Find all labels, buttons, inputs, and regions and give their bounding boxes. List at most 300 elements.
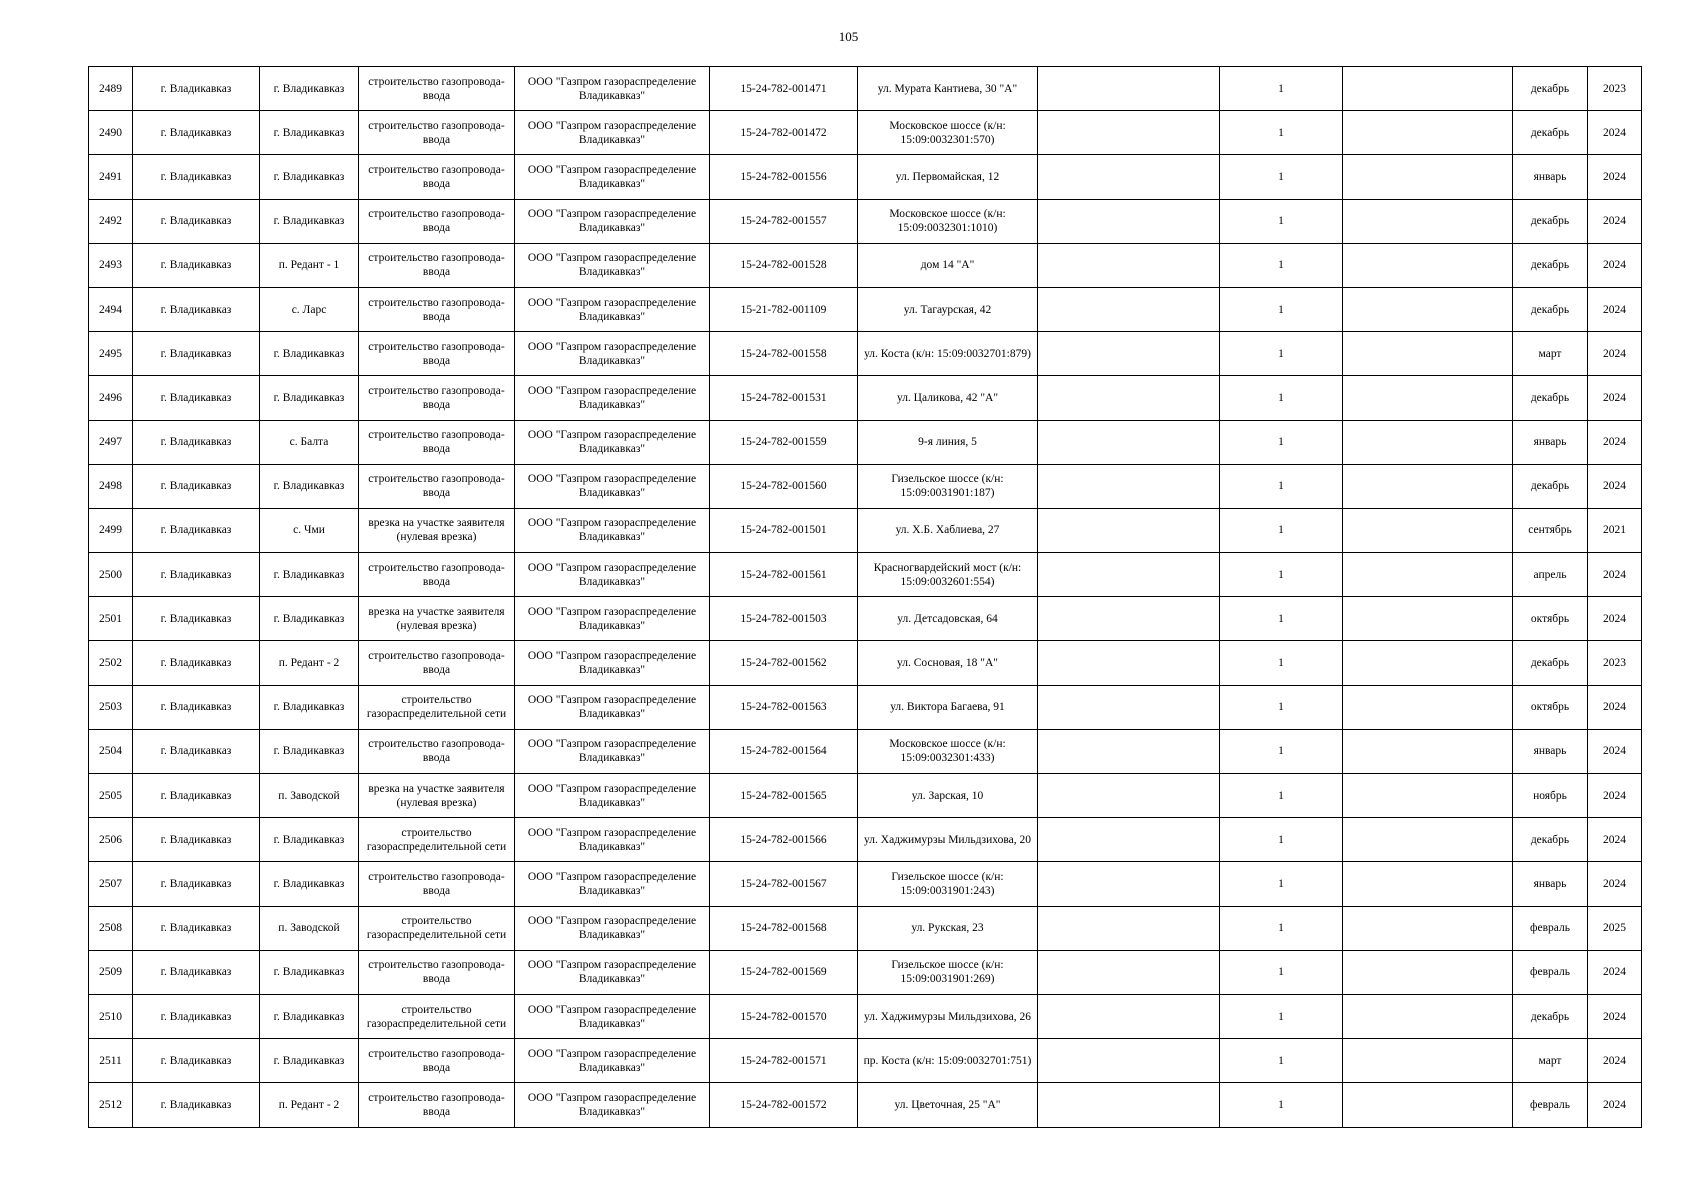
cell-organization: ООО "Газпром газораспределение Владикавказ" — [515, 111, 710, 155]
cell-blank-column — [1038, 950, 1220, 994]
cell-settlement: п. Заводской — [260, 774, 359, 818]
cell-organization: ООО "Газпром газораспределение Владикавказ" — [515, 906, 710, 950]
cell-application-id: 15-24-782-001564 — [710, 729, 858, 773]
cell-organization: ООО "Газпром газораспределение Владикавказ" — [515, 199, 710, 243]
cell-year: 2024 — [1588, 376, 1642, 420]
cell-settlement: с. Ларс — [260, 287, 359, 331]
cell-settlement: г. Владикавказ — [260, 553, 359, 597]
cell-year: 2024 — [1588, 729, 1642, 773]
cell-work-type: строительство газопровода-ввода — [359, 420, 515, 464]
cell-work-type: строительство газопровода-ввода — [359, 199, 515, 243]
table-row — [89, 818, 1642, 862]
cell-row-number: 2499 — [89, 508, 133, 552]
cell-month: сентябрь — [1513, 508, 1588, 552]
cell-organization: ООО "Газпром газораспределение Владикавказ" — [515, 420, 710, 464]
cell-year: 2024 — [1588, 332, 1642, 376]
cell-row-number: 2491 — [89, 155, 133, 199]
cell-address: ул. Детсадовская, 64 — [858, 597, 1038, 641]
gas-connection-register-table — [88, 66, 1642, 1128]
cell-row-number: 2507 — [89, 862, 133, 906]
cell-count: 1 — [1220, 1039, 1343, 1083]
cell-application-id: 15-21-782-001109 — [710, 287, 858, 331]
cell-organization: ООО "Газпром газораспределение Владикавказ" — [515, 1039, 710, 1083]
cell-count: 1 — [1220, 376, 1343, 420]
cell-blank-column — [1343, 818, 1513, 862]
cell-settlement: г. Владикавказ — [260, 464, 359, 508]
cell-month: декабрь — [1513, 287, 1588, 331]
cell-blank-column — [1343, 332, 1513, 376]
cell-month: декабрь — [1513, 464, 1588, 508]
cell-year: 2021 — [1588, 508, 1642, 552]
cell-row-number: 2505 — [89, 774, 133, 818]
cell-month: март — [1513, 1039, 1588, 1083]
cell-row-number: 2500 — [89, 553, 133, 597]
cell-municipality: г. Владикавказ — [133, 376, 260, 420]
cell-blank-column — [1343, 994, 1513, 1038]
table-row — [89, 685, 1642, 729]
cell-blank-column — [1038, 332, 1220, 376]
cell-work-type: строительство газораспределительной сети — [359, 906, 515, 950]
cell-municipality: г. Владикавказ — [133, 950, 260, 994]
cell-settlement: с. Балта — [260, 420, 359, 464]
cell-work-type: строительство газораспределительной сети — [359, 818, 515, 862]
cell-count: 1 — [1220, 332, 1343, 376]
cell-year: 2023 — [1588, 67, 1642, 111]
cell-row-number: 2495 — [89, 332, 133, 376]
cell-year: 2024 — [1588, 950, 1642, 994]
cell-blank-column — [1038, 287, 1220, 331]
cell-count: 1 — [1220, 597, 1343, 641]
cell-municipality: г. Владикавказ — [133, 774, 260, 818]
cell-municipality: г. Владикавказ — [133, 994, 260, 1038]
cell-work-type: строительство газопровода-ввода — [359, 243, 515, 287]
cell-blank-column — [1038, 508, 1220, 552]
cell-application-id: 15-24-782-001567 — [710, 862, 858, 906]
cell-count: 1 — [1220, 729, 1343, 773]
table-row — [89, 862, 1642, 906]
cell-work-type: строительство газопровода-ввода — [359, 1039, 515, 1083]
cell-row-number: 2501 — [89, 597, 133, 641]
cell-blank-column — [1343, 950, 1513, 994]
cell-year: 2024 — [1588, 1083, 1642, 1127]
cell-work-type: строительство газопровода-ввода — [359, 464, 515, 508]
cell-settlement: г. Владикавказ — [260, 862, 359, 906]
cell-settlement: г. Владикавказ — [260, 376, 359, 420]
cell-address: ул. Мурата Кантиева, 30 "А" — [858, 67, 1038, 111]
cell-blank-column — [1038, 597, 1220, 641]
cell-month: декабрь — [1513, 641, 1588, 685]
cell-application-id: 15-24-782-001570 — [710, 994, 858, 1038]
cell-year: 2024 — [1588, 155, 1642, 199]
cell-blank-column — [1038, 774, 1220, 818]
cell-blank-column — [1038, 464, 1220, 508]
cell-municipality: г. Владикавказ — [133, 111, 260, 155]
cell-work-type: строительство газопровода-ввода — [359, 332, 515, 376]
cell-blank-column — [1038, 243, 1220, 287]
cell-work-type: строительство газопровода-ввода — [359, 862, 515, 906]
cell-application-id: 15-24-782-001501 — [710, 508, 858, 552]
cell-blank-column — [1038, 906, 1220, 950]
cell-count: 1 — [1220, 287, 1343, 331]
cell-month: январь — [1513, 420, 1588, 464]
cell-settlement: г. Владикавказ — [260, 597, 359, 641]
cell-count: 1 — [1220, 67, 1343, 111]
cell-count: 1 — [1220, 685, 1343, 729]
cell-work-type: строительство газопровода-ввода — [359, 67, 515, 111]
cell-application-id: 15-24-782-001562 — [710, 641, 858, 685]
cell-address: 9-я линия, 5 — [858, 420, 1038, 464]
cell-settlement: г. Владикавказ — [260, 1039, 359, 1083]
cell-address: Гизельское шоссе (к/н: 15:09:0031901:187) — [858, 464, 1038, 508]
cell-settlement: п. Редант - 2 — [260, 1083, 359, 1127]
cell-count: 1 — [1220, 464, 1343, 508]
cell-blank-column — [1343, 906, 1513, 950]
cell-municipality: г. Владикавказ — [133, 862, 260, 906]
table-row — [89, 376, 1642, 420]
cell-application-id: 15-24-782-001558 — [710, 332, 858, 376]
cell-blank-column — [1038, 994, 1220, 1038]
cell-application-id: 15-24-782-001571 — [710, 1039, 858, 1083]
cell-organization: ООО "Газпром газораспределение Владикавказ" — [515, 553, 710, 597]
cell-application-id: 15-24-782-001557 — [710, 199, 858, 243]
cell-organization: ООО "Газпром газораспределение Владикавказ" — [515, 155, 710, 199]
cell-blank-column — [1038, 155, 1220, 199]
cell-organization: ООО "Газпром газораспределение Владикавказ" — [515, 508, 710, 552]
cell-organization: ООО "Газпром газораспределение Владикавказ" — [515, 641, 710, 685]
cell-address: ул. Хаджимурзы Мильдзихова, 26 — [858, 994, 1038, 1038]
cell-address: Московское шоссе (к/н: 15:09:0032301:433) — [858, 729, 1038, 773]
cell-settlement: п. Редант - 2 — [260, 641, 359, 685]
cell-month: февраль — [1513, 950, 1588, 994]
table-row — [89, 464, 1642, 508]
cell-row-number: 2512 — [89, 1083, 133, 1127]
cell-year: 2023 — [1588, 641, 1642, 685]
cell-count: 1 — [1220, 950, 1343, 994]
cell-year: 2024 — [1588, 111, 1642, 155]
cell-count: 1 — [1220, 420, 1343, 464]
cell-month: январь — [1513, 155, 1588, 199]
cell-work-type: строительство газопровода-ввода — [359, 641, 515, 685]
cell-application-id: 15-24-782-001566 — [710, 818, 858, 862]
cell-year: 2024 — [1588, 420, 1642, 464]
table-row — [89, 67, 1642, 111]
cell-application-id: 15-24-782-001472 — [710, 111, 858, 155]
cell-municipality: г. Владикавказ — [133, 464, 260, 508]
cell-year: 2024 — [1588, 199, 1642, 243]
cell-work-type: строительство газопровода-ввода — [359, 287, 515, 331]
cell-row-number: 2509 — [89, 950, 133, 994]
cell-organization: ООО "Газпром газораспределение Владикавказ" — [515, 774, 710, 818]
cell-blank-column — [1038, 376, 1220, 420]
cell-blank-column — [1343, 287, 1513, 331]
cell-year: 2024 — [1588, 1039, 1642, 1083]
cell-municipality: г. Владикавказ — [133, 243, 260, 287]
table-row — [89, 155, 1642, 199]
table-row — [89, 1039, 1642, 1083]
cell-count: 1 — [1220, 508, 1343, 552]
table-row — [89, 111, 1642, 155]
cell-row-number: 2497 — [89, 420, 133, 464]
cell-application-id: 15-24-782-001556 — [710, 155, 858, 199]
cell-application-id: 15-24-782-001561 — [710, 553, 858, 597]
cell-work-type: строительство газораспределительной сети — [359, 685, 515, 729]
cell-row-number: 2508 — [89, 906, 133, 950]
table-row — [89, 994, 1642, 1038]
cell-blank-column — [1343, 243, 1513, 287]
cell-address: ул. Коста (к/н: 15:09:0032701:879) — [858, 332, 1038, 376]
cell-application-id: 15-24-782-001531 — [710, 376, 858, 420]
cell-blank-column — [1343, 553, 1513, 597]
cell-blank-column — [1038, 862, 1220, 906]
cell-application-id: 15-24-782-001528 — [710, 243, 858, 287]
cell-month: декабрь — [1513, 199, 1588, 243]
cell-settlement: г. Владикавказ — [260, 950, 359, 994]
cell-address: ул. Первомайская, 12 — [858, 155, 1038, 199]
cell-municipality: г. Владикавказ — [133, 597, 260, 641]
cell-organization: ООО "Газпром газораспределение Владикавказ" — [515, 1083, 710, 1127]
cell-organization: ООО "Газпром газораспределение Владикавказ" — [515, 287, 710, 331]
cell-count: 1 — [1220, 906, 1343, 950]
cell-address: ул. Сосновая, 18 "А" — [858, 641, 1038, 685]
cell-month: апрель — [1513, 553, 1588, 597]
cell-work-type: строительство газопровода-ввода — [359, 376, 515, 420]
table-row — [89, 1083, 1642, 1127]
cell-address: ул. Хаджимурзы Мильдзихова, 20 — [858, 818, 1038, 862]
cell-work-type: строительство газопровода-ввода — [359, 729, 515, 773]
cell-blank-column — [1038, 818, 1220, 862]
cell-organization: ООО "Газпром газораспределение Владикавказ" — [515, 994, 710, 1038]
cell-count: 1 — [1220, 553, 1343, 597]
cell-year: 2024 — [1588, 818, 1642, 862]
table-row — [89, 597, 1642, 641]
cell-settlement: г. Владикавказ — [260, 729, 359, 773]
cell-row-number: 2506 — [89, 818, 133, 862]
cell-count: 1 — [1220, 243, 1343, 287]
cell-year: 2024 — [1588, 994, 1642, 1038]
cell-work-type: строительство газораспределительной сети — [359, 994, 515, 1038]
cell-settlement: г. Владикавказ — [260, 994, 359, 1038]
cell-year: 2024 — [1588, 774, 1642, 818]
cell-count: 1 — [1220, 155, 1343, 199]
cell-year: 2024 — [1588, 553, 1642, 597]
cell-count: 1 — [1220, 111, 1343, 155]
cell-row-number: 2492 — [89, 199, 133, 243]
cell-settlement: п. Редант - 1 — [260, 243, 359, 287]
table-row — [89, 420, 1642, 464]
cell-row-number: 2503 — [89, 685, 133, 729]
cell-blank-column — [1038, 729, 1220, 773]
cell-organization: ООО "Газпром газораспределение Владикавказ" — [515, 376, 710, 420]
cell-month: ноябрь — [1513, 774, 1588, 818]
cell-organization: ООО "Газпром газораспределение Владикавказ" — [515, 67, 710, 111]
cell-application-id: 15-24-782-001565 — [710, 774, 858, 818]
table-row — [89, 332, 1642, 376]
cell-row-number: 2493 — [89, 243, 133, 287]
cell-address: дом 14 "А" — [858, 243, 1038, 287]
cell-blank-column — [1343, 199, 1513, 243]
cell-municipality: г. Владикавказ — [133, 729, 260, 773]
cell-row-number: 2496 — [89, 376, 133, 420]
cell-municipality: г. Владикавказ — [133, 1039, 260, 1083]
cell-row-number: 2498 — [89, 464, 133, 508]
cell-settlement: с. Чми — [260, 508, 359, 552]
cell-settlement: г. Владикавказ — [260, 111, 359, 155]
cell-month: декабрь — [1513, 67, 1588, 111]
cell-month: декабрь — [1513, 818, 1588, 862]
cell-month: октябрь — [1513, 597, 1588, 641]
cell-count: 1 — [1220, 1083, 1343, 1127]
table-row — [89, 774, 1642, 818]
table-row — [89, 641, 1642, 685]
page-number: 105 — [838, 29, 859, 44]
cell-application-id: 15-24-782-001559 — [710, 420, 858, 464]
cell-municipality: г. Владикавказ — [133, 818, 260, 862]
cell-organization: ООО "Газпром газораспределение Владикавказ" — [515, 332, 710, 376]
cell-month: октябрь — [1513, 685, 1588, 729]
cell-blank-column — [1343, 729, 1513, 773]
cell-work-type: строительство газопровода-ввода — [359, 950, 515, 994]
cell-work-type: строительство газопровода-ввода — [359, 553, 515, 597]
cell-month: декабрь — [1513, 111, 1588, 155]
cell-organization: ООО "Газпром газораспределение Владикавказ" — [515, 464, 710, 508]
cell-blank-column — [1038, 420, 1220, 464]
cell-count: 1 — [1220, 862, 1343, 906]
cell-application-id: 15-24-782-001569 — [710, 950, 858, 994]
table-row — [89, 243, 1642, 287]
cell-count: 1 — [1220, 818, 1343, 862]
cell-row-number: 2502 — [89, 641, 133, 685]
cell-year: 2025 — [1588, 906, 1642, 950]
cell-blank-column — [1343, 464, 1513, 508]
register-body — [89, 67, 1642, 1128]
cell-address: Красногвардейский мост (к/н: 15:09:0032601:554) — [858, 553, 1038, 597]
cell-municipality: г. Владикавказ — [133, 420, 260, 464]
cell-application-id: 15-24-782-001560 — [710, 464, 858, 508]
cell-work-type: строительство газопровода-ввода — [359, 111, 515, 155]
cell-blank-column — [1038, 1083, 1220, 1127]
cell-municipality: г. Владикавказ — [133, 332, 260, 376]
cell-row-number: 2490 — [89, 111, 133, 155]
cell-work-type: врезка на участке заявителя (нулевая врезка) — [359, 597, 515, 641]
cell-blank-column — [1343, 111, 1513, 155]
cell-year: 2024 — [1588, 597, 1642, 641]
cell-application-id: 15-24-782-001503 — [710, 597, 858, 641]
table-row — [89, 287, 1642, 331]
cell-address: Московское шоссе (к/н: 15:09:0032301:570) — [858, 111, 1038, 155]
cell-settlement: г. Владикавказ — [260, 199, 359, 243]
table-row — [89, 906, 1642, 950]
table-row — [89, 508, 1642, 552]
cell-organization: ООО "Газпром газораспределение Владикавказ" — [515, 243, 710, 287]
table-row — [89, 553, 1642, 597]
cell-municipality: г. Владикавказ — [133, 685, 260, 729]
cell-row-number: 2510 — [89, 994, 133, 1038]
cell-blank-column — [1343, 67, 1513, 111]
table-row — [89, 729, 1642, 773]
cell-blank-column — [1038, 685, 1220, 729]
cell-address: Гизельское шоссе (к/н: 15:09:0031901:243) — [858, 862, 1038, 906]
cell-blank-column — [1343, 1083, 1513, 1127]
cell-month: декабрь — [1513, 994, 1588, 1038]
cell-address: ул. Зарская, 10 — [858, 774, 1038, 818]
cell-application-id: 15-24-782-001568 — [710, 906, 858, 950]
cell-count: 1 — [1220, 774, 1343, 818]
cell-organization: ООО "Газпром газораспределение Владикавказ" — [515, 950, 710, 994]
cell-blank-column — [1343, 1039, 1513, 1083]
cell-municipality: г. Владикавказ — [133, 906, 260, 950]
cell-application-id: 15-24-782-001572 — [710, 1083, 858, 1127]
cell-settlement: г. Владикавказ — [260, 818, 359, 862]
cell-year: 2024 — [1588, 685, 1642, 729]
cell-application-id: 15-24-782-001471 — [710, 67, 858, 111]
cell-year: 2024 — [1588, 862, 1642, 906]
cell-month: март — [1513, 332, 1588, 376]
cell-row-number: 2494 — [89, 287, 133, 331]
cell-blank-column — [1343, 597, 1513, 641]
cell-blank-column — [1038, 67, 1220, 111]
cell-address: ул. Х.Б. Хаблиева, 27 — [858, 508, 1038, 552]
cell-work-type: строительство газопровода-ввода — [359, 155, 515, 199]
cell-work-type: врезка на участке заявителя (нулевая врезка) — [359, 774, 515, 818]
cell-blank-column — [1038, 553, 1220, 597]
cell-work-type: врезка на участке заявителя (нулевая врезка) — [359, 508, 515, 552]
cell-organization: ООО "Газпром газораспределение Владикавказ" — [515, 862, 710, 906]
cell-blank-column — [1343, 685, 1513, 729]
cell-blank-column — [1343, 420, 1513, 464]
cell-row-number: 2489 — [89, 67, 133, 111]
cell-address: ул. Виктора Багаева, 91 — [858, 685, 1038, 729]
cell-blank-column — [1343, 774, 1513, 818]
cell-month: январь — [1513, 729, 1588, 773]
cell-blank-column — [1343, 508, 1513, 552]
cell-year: 2024 — [1588, 464, 1642, 508]
cell-blank-column — [1038, 111, 1220, 155]
cell-municipality: г. Владикавказ — [133, 199, 260, 243]
cell-organization: ООО "Газпром газораспределение Владикавказ" — [515, 729, 710, 773]
cell-organization: ООО "Газпром газораспределение Владикавказ" — [515, 597, 710, 641]
cell-municipality: г. Владикавказ — [133, 67, 260, 111]
cell-year: 2024 — [1588, 287, 1642, 331]
cell-address: ул. Цаликова, 42 "А" — [858, 376, 1038, 420]
cell-month: февраль — [1513, 1083, 1588, 1127]
cell-municipality: г. Владикавказ — [133, 155, 260, 199]
cell-application-id: 15-24-782-001563 — [710, 685, 858, 729]
cell-settlement: г. Владикавказ — [260, 685, 359, 729]
cell-count: 1 — [1220, 199, 1343, 243]
cell-blank-column — [1343, 862, 1513, 906]
cell-municipality: г. Владикавказ — [133, 508, 260, 552]
table-row — [89, 199, 1642, 243]
cell-municipality: г. Владикавказ — [133, 1083, 260, 1127]
cell-blank-column — [1343, 155, 1513, 199]
cell-month: январь — [1513, 862, 1588, 906]
cell-organization: ООО "Газпром газораспределение Владикавказ" — [515, 685, 710, 729]
cell-blank-column — [1038, 199, 1220, 243]
cell-month: декабрь — [1513, 376, 1588, 420]
cell-municipality: г. Владикавказ — [133, 553, 260, 597]
cell-settlement: п. Заводской — [260, 906, 359, 950]
cell-blank-column — [1343, 641, 1513, 685]
cell-count: 1 — [1220, 641, 1343, 685]
cell-address: Московское шоссе (к/н: 15:09:0032301:1010) — [858, 199, 1038, 243]
cell-municipality: г. Владикавказ — [133, 287, 260, 331]
cell-month: декабрь — [1513, 243, 1588, 287]
cell-address: ул. Тагаурская, 42 — [858, 287, 1038, 331]
cell-row-number: 2511 — [89, 1039, 133, 1083]
cell-month: февраль — [1513, 906, 1588, 950]
cell-year: 2024 — [1588, 243, 1642, 287]
cell-count: 1 — [1220, 994, 1343, 1038]
